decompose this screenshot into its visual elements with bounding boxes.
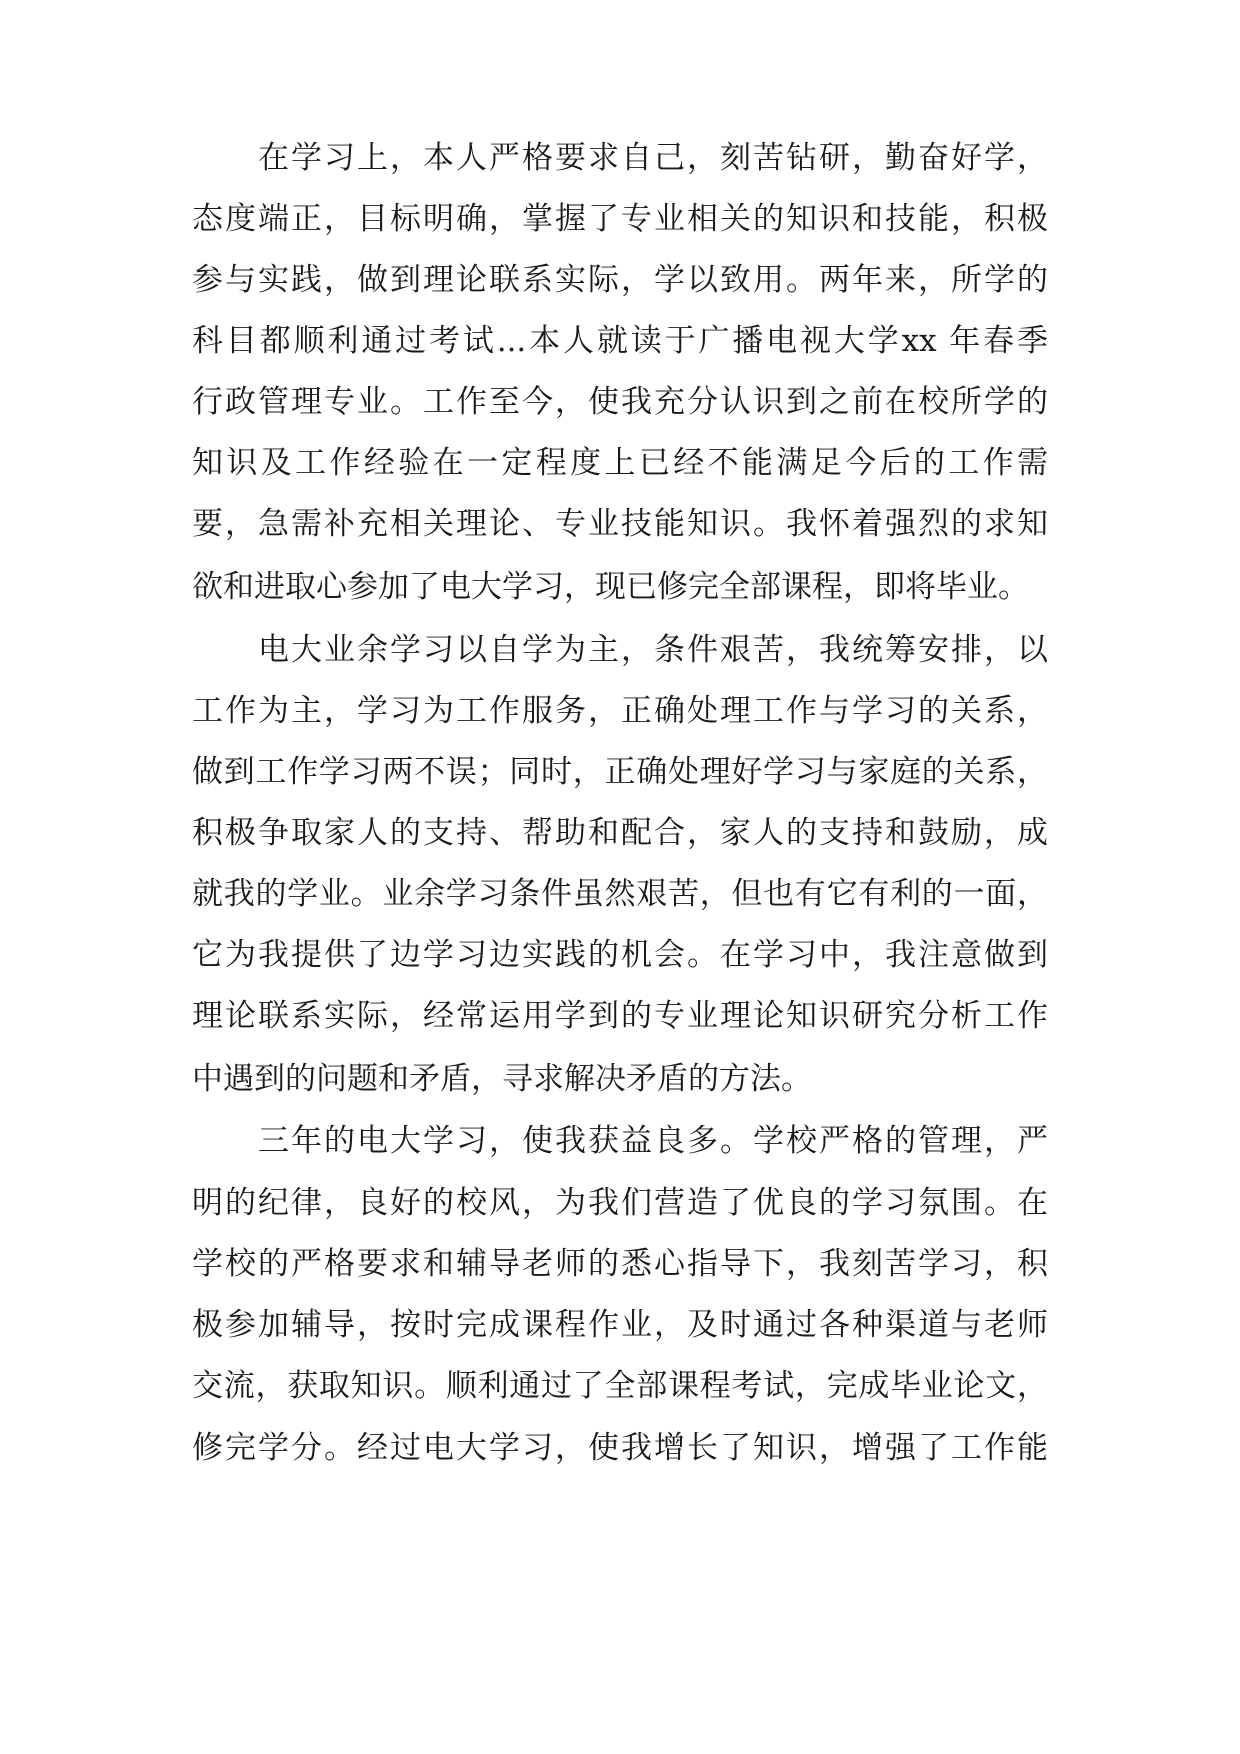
text-line: 工作为主，学习为工作服务，正确处理工作与学习的关系， bbox=[192, 693, 1048, 729]
text-line: 在学习上，本人严格要求自己，刻苦钻研，勤奋好学， bbox=[258, 140, 1048, 176]
text-line: 就我的学业。业余学习条件虽然艰苦，但也有它有利的一面， bbox=[192, 876, 1048, 912]
text-line: 学校的严格要求和辅导老师的悉心指导下，我刻苦学习，积 bbox=[192, 1246, 1048, 1282]
text-line: 修完学分。经过电大学习，使我增长了知识，增强了工作能 bbox=[192, 1430, 1048, 1466]
text-line: 行政管理专业。工作至今，使我充分认识到之前在校所学的 bbox=[192, 384, 1048, 420]
text-line: 态度端正，目标明确，掌握了专业相关的知识和技能，积极 bbox=[192, 201, 1048, 237]
text-line: 做到工作学习两不误；同时，正确处理好学习与家庭的关系， bbox=[192, 754, 1048, 790]
text-line: 积极争取家人的支持、帮助和配合，家人的支持和鼓励，成 bbox=[192, 815, 1048, 851]
text-line: 三年的电大学习，使我获益良多。学校严格的管理，严 bbox=[258, 1123, 1048, 1159]
text-line: 欲和进取心参加了电大学习，现已修完全部课程，即将毕业。 bbox=[192, 569, 1029, 605]
text-line: 理论联系实际，经常运用学到的专业理论知识研究分析工作 bbox=[192, 998, 1048, 1034]
text-line: 科目都顺利通过考试...本人就读于广播电视大学xx 年春季 bbox=[192, 323, 1048, 359]
text-line: 明的纪律，良好的校风，为我们营造了优良的学习氛围。在 bbox=[192, 1185, 1048, 1221]
text-line: 中遇到的问题和矛盾，寻求解决矛盾的方法。 bbox=[192, 1061, 812, 1097]
text-line: 交流，获取知识。顺利通过了全部课程考试，完成毕业论文， bbox=[192, 1368, 1048, 1404]
text-line: 要，急需补充相关理论、专业技能知识。我怀着强烈的求知 bbox=[192, 506, 1048, 542]
text-line: 参与实践，做到理论联系实际，学以致用。两年来，所学的 bbox=[192, 262, 1048, 298]
text-line: 知识及工作经验在一定程度上已经不能满足今后的工作需 bbox=[192, 445, 1048, 481]
text-line: 极参加辅导，按时完成课程作业，及时通过各种渠道与老师 bbox=[192, 1307, 1048, 1343]
text-line: 它为我提供了边学习边实践的机会。在学习中，我注意做到 bbox=[192, 937, 1048, 973]
text-line: 电大业余学习以自学为主，条件艰苦，我统筹安排，以 bbox=[258, 632, 1048, 668]
